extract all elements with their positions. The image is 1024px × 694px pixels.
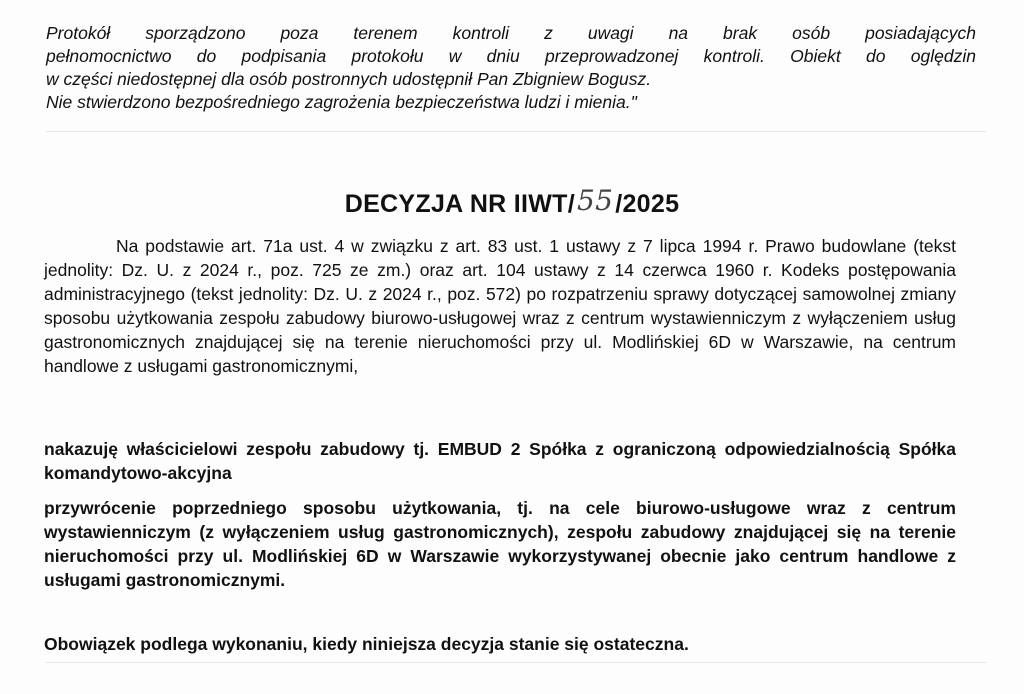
decision-title-prefix: DECYZJA NR IIWT/: [344, 190, 575, 218]
protocol-quote: [46, 22, 976, 114]
legal-basis-text: Na podstawie art. 71a ust. 4 w związku z art. 83 ust. 1 ustawy z 7 lipca 1994 r. Prawo budowlane (tekst jednolity: Dz. U. z 2024 r., poz. 725 ze zm.) oraz art. 104 ustawy z 14 czerwca 1960 r. Kodeks postępowania administracyjnego (tekst jednolity: Dz. U. z 2024 r., poz. 572) po rozpatrzeniu sprawy dotyczącej samowolnej zmiany sposobu użytkowania zespołu zabudowy biurowo-usługowej wraz z centrum wystawienniczym z wyłączeniem usług gastronomicznych znajdującej się na terenie nieruchomości przy ul. Modlińskiej 6D w Warszawie, na centrum handlowe z usługami gastronomicznymi,: [44, 236, 956, 376]
order-paragraph: [44, 437, 956, 485]
protocol-line-4: Nie stwierdzono bezpośredniego zagrożenia bezpieczeństwa ludzi i mienia.": [46, 92, 637, 112]
decision-title: [0, 186, 1024, 219]
decision-number-handwritten: 55: [576, 184, 614, 217]
obligation-paragraph: [44, 632, 956, 656]
restoration-text: przywrócenie poprzedniego sposobu użytkowania, tj. na cele biurowo-usługowe wraz z centrum wystawienniczym (z wyłączeniem usług gastronomicznych), zespołu zabudowy znajdującej się na terenie nieruchomości przy ul. Modlińskiej 6D w Warszawie wykorzystywanej obecnie jako centrum handlowe z usługami gastronomicznymi.: [44, 498, 956, 590]
divider-top: [46, 131, 986, 132]
protocol-line-1: Protokół sporządzono poza terenem kontroli z uwagi na brak osób posiadających: [46, 23, 976, 43]
restoration-paragraph: [44, 496, 956, 592]
divider-bottom: [46, 662, 986, 663]
obligation-text: Obowiązek podlega wykonaniu, kiedy niniejsza decyzja stanie się ostateczna.: [44, 634, 689, 654]
protocol-line-3: w części niedostępnej dla osób postronnych udostępnił Pan Zbigniew Bogusz.: [46, 69, 652, 89]
legal-basis-paragraph: [44, 234, 956, 378]
order-text: nakazuję właścicielowi zespołu zabudowy tj. EMBUD 2 Spółka z ograniczoną odpowiedzialnością Spółka komandytowo-akcyjna: [44, 439, 956, 483]
protocol-line-2: pełnomocnictwo do podpisania protokołu w dniu przeprowadzonej kontroli. Obiekt do oględzin: [46, 46, 976, 66]
decision-title-suffix: /2025: [615, 190, 680, 218]
